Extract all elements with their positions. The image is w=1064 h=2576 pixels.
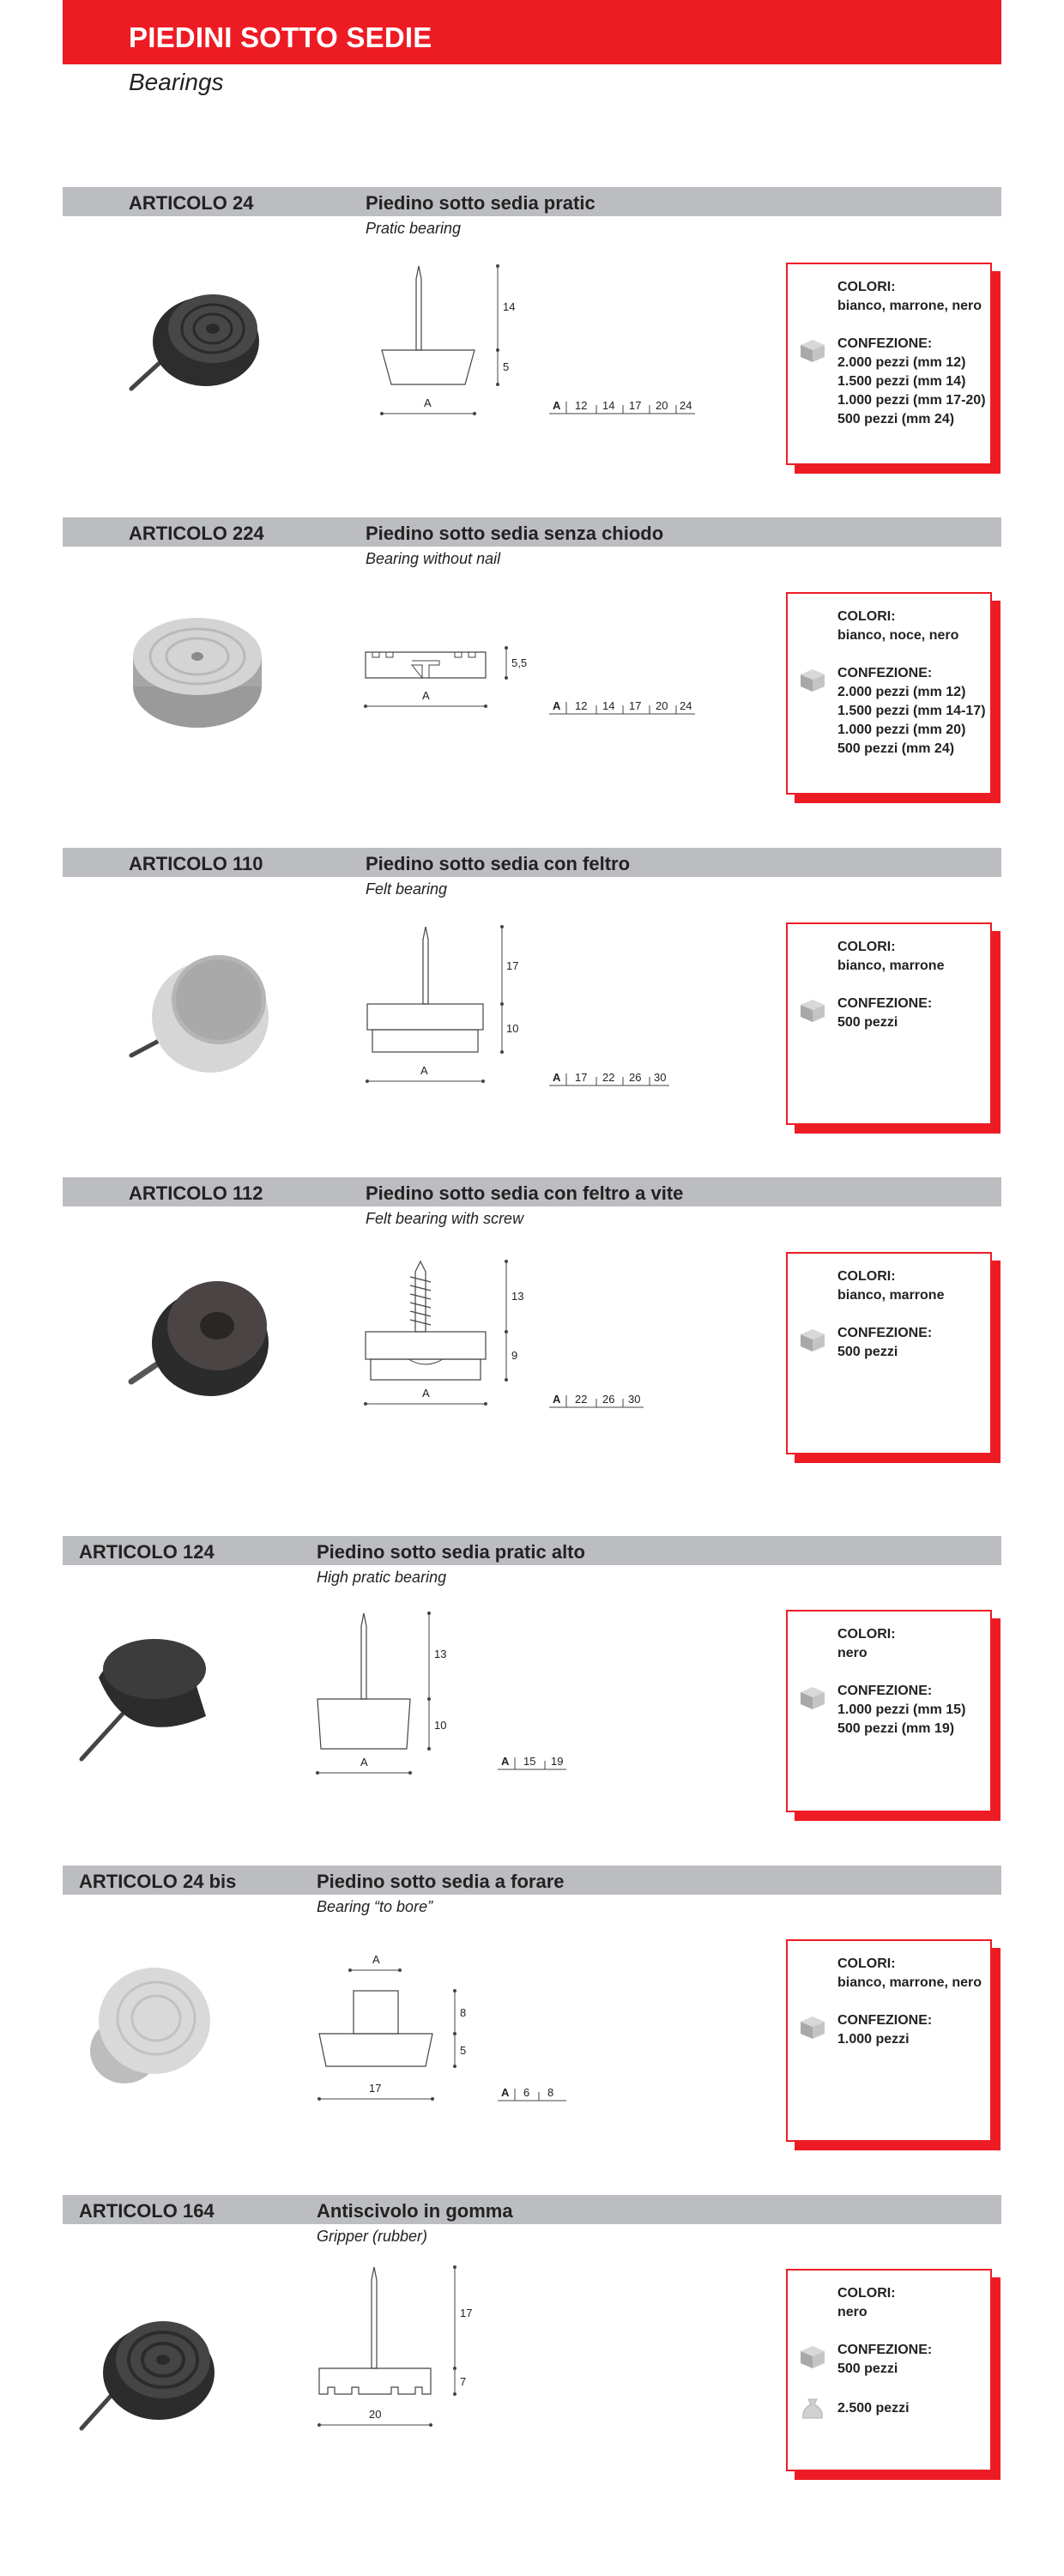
dimension-a-label: A bbox=[422, 689, 430, 702]
size-scale-label: A bbox=[553, 699, 561, 712]
article-name: Piedino sotto sedia con feltro bbox=[366, 853, 631, 874]
info-card-224 bbox=[786, 592, 992, 795]
packaging-line: 500 pezzi bbox=[837, 2361, 898, 2376]
size-value: 14 bbox=[602, 699, 615, 712]
dimension-width: 17 bbox=[369, 2082, 382, 2095]
size-value: 22 bbox=[602, 1071, 615, 1084]
article-name: Piedino sotto sedia pratic bbox=[366, 192, 595, 214]
size-value: 14 bbox=[602, 399, 615, 412]
packaging-line: 2.000 pezzi (mm 12) bbox=[837, 355, 966, 370]
colors-label: COLORI: bbox=[837, 940, 896, 954]
info-card-164 bbox=[786, 2269, 992, 2471]
product-photo-24 bbox=[124, 270, 266, 403]
article-name: Piedino sotto sedia senza chiodo bbox=[366, 523, 664, 544]
size-value: 26 bbox=[602, 1393, 615, 1406]
article-name: Piedino sotto sedia a forare bbox=[317, 1871, 565, 1892]
packaging-line: 1.000 pezzi (mm 17-20) bbox=[837, 393, 986, 408]
box-icon bbox=[798, 1327, 827, 1353]
size-value: 24 bbox=[680, 699, 692, 712]
article-code: ARTICOLO 224 bbox=[129, 523, 264, 544]
size-scale-label: A bbox=[501, 2086, 510, 2099]
page-subtitle: Bearings bbox=[129, 69, 224, 95]
dimension-base: 10 bbox=[506, 1022, 519, 1035]
article-code: ARTICOLO 24 bis bbox=[79, 1871, 237, 1892]
size-scale-124 bbox=[498, 1752, 583, 1773]
size-value: 20 bbox=[656, 699, 668, 712]
article-english-name: Pratic bearing bbox=[366, 220, 462, 237]
article-english-name: Bearing “to bore” bbox=[317, 1898, 433, 1915]
dimension-base: 7 bbox=[460, 2375, 467, 2388]
colors-value: nero bbox=[837, 1646, 868, 1660]
packaging-label: CONFEZIONE: bbox=[837, 1684, 933, 1698]
size-scale-label: A bbox=[553, 1393, 561, 1406]
packaging-line: 1.000 pezzi (mm 15) bbox=[837, 1702, 966, 1717]
article-bar-110 bbox=[63, 848, 1001, 877]
packaging-line: 2.000 pezzi (mm 12) bbox=[837, 685, 966, 699]
packaging-label: CONFEZIONE: bbox=[837, 1326, 933, 1340]
packaging-label: CONFEZIONE: bbox=[837, 336, 933, 351]
box-icon bbox=[798, 668, 827, 693]
packaging-line: 500 pezzi bbox=[837, 1345, 898, 1359]
article-bar-124 bbox=[63, 1536, 1001, 1565]
size-scale-24 bbox=[549, 396, 712, 417]
colors-value: bianco, marrone bbox=[837, 958, 945, 973]
colors-value: bianco, noce, nero bbox=[837, 628, 959, 643]
size-value: 17 bbox=[629, 699, 642, 712]
dimension-base: 5 bbox=[503, 360, 510, 373]
colors-label: COLORI: bbox=[837, 2286, 896, 2301]
dimension-height: 13 bbox=[434, 1648, 447, 1660]
size-value: 17 bbox=[629, 399, 642, 412]
product-photo-224 bbox=[124, 605, 270, 734]
packaging-line: 1.000 pezzi bbox=[837, 2032, 910, 2047]
article-code: ARTICOLO 110 bbox=[129, 853, 263, 874]
packaging-line: 1.000 pezzi (mm 20) bbox=[837, 723, 966, 737]
box-icon bbox=[798, 998, 827, 1024]
size-value: 15 bbox=[523, 1755, 536, 1768]
packaging-line: 500 pezzi (mm 24) bbox=[837, 741, 955, 756]
packaging-label: CONFEZIONE: bbox=[837, 2343, 933, 2357]
dimension-base: 9 bbox=[511, 1349, 518, 1362]
article-english-name: Bearing without nail bbox=[366, 550, 501, 567]
packaging-line: 1.500 pezzi (mm 14-17) bbox=[837, 704, 986, 718]
colors-value: nero bbox=[837, 2305, 868, 2319]
article-bar-24bis bbox=[63, 1865, 1001, 1895]
size-scale-112 bbox=[549, 1390, 661, 1411]
size-scale-24bis bbox=[498, 2083, 583, 2104]
dimension-width: 20 bbox=[369, 2408, 382, 2421]
product-photo-110 bbox=[124, 935, 275, 1085]
technical-drawing-110 bbox=[360, 918, 558, 1090]
box-icon bbox=[798, 1685, 827, 1711]
product-photo-124 bbox=[77, 1630, 223, 1768]
size-value: 22 bbox=[575, 1393, 588, 1406]
article-english-name: Felt bearing bbox=[366, 880, 448, 898]
dimension-height: 17 bbox=[506, 959, 519, 972]
packaging-line: 1.500 pezzi (mm 14) bbox=[837, 374, 966, 389]
article-bar-112 bbox=[63, 1177, 1001, 1206]
size-value: 20 bbox=[656, 399, 668, 412]
dimension-base: 5 bbox=[460, 2044, 467, 2057]
article-bar-164 bbox=[63, 2195, 1001, 2224]
technical-drawing-24bis bbox=[309, 1948, 506, 2111]
article-name: Piedino sotto sedia pratic alto bbox=[317, 1541, 585, 1563]
product-photo-24bis bbox=[77, 1956, 215, 2089]
size-scale-label: A bbox=[553, 399, 561, 412]
bag-icon bbox=[798, 2396, 827, 2422]
colors-value: bianco, marrone, nero bbox=[837, 1975, 982, 1990]
colors-value: bianco, marrone bbox=[837, 1288, 945, 1303]
colors-value: bianco, marrone, nero bbox=[837, 299, 982, 313]
box-icon bbox=[798, 2015, 827, 2041]
colors-label: COLORI: bbox=[837, 1627, 896, 1642]
info-card-24bis bbox=[786, 1939, 992, 2142]
article-code: ARTICOLO 112 bbox=[129, 1182, 263, 1204]
info-card-124 bbox=[786, 1610, 992, 1812]
packaging-line: 500 pezzi bbox=[837, 1015, 898, 1030]
technical-drawing-164 bbox=[309, 2257, 506, 2437]
size-value: 6 bbox=[523, 2086, 530, 2099]
size-value: 26 bbox=[629, 1071, 642, 1084]
article-name: Antiscivolo in gomma bbox=[317, 2200, 513, 2222]
packaging-label: CONFEZIONE: bbox=[837, 996, 933, 1011]
dimension-height: 8 bbox=[460, 2006, 467, 2019]
size-value: 19 bbox=[551, 1755, 564, 1768]
dimension-a-label: A bbox=[424, 396, 432, 409]
packaging-line: 500 pezzi (mm 19) bbox=[837, 1721, 955, 1736]
packaging-line: 2.500 pezzi bbox=[837, 2401, 910, 2416]
colors-label: COLORI: bbox=[837, 1956, 896, 1971]
technical-drawing-112 bbox=[360, 1253, 558, 1416]
info-card-112 bbox=[786, 1252, 992, 1454]
size-value: 30 bbox=[628, 1393, 641, 1406]
page-header bbox=[63, 0, 1001, 64]
packaging-line: 500 pezzi (mm 24) bbox=[837, 412, 955, 426]
packaging-label: CONFEZIONE: bbox=[837, 666, 933, 680]
box-icon bbox=[798, 338, 827, 364]
dimension-height: 14 bbox=[503, 300, 516, 313]
size-value: 24 bbox=[680, 399, 692, 412]
colors-label: COLORI: bbox=[837, 280, 896, 294]
dimension-a-label: A bbox=[360, 1756, 368, 1769]
size-value: 17 bbox=[575, 1071, 588, 1084]
dimension-a-label: A bbox=[372, 1953, 380, 1966]
size-scale-label: A bbox=[553, 1071, 561, 1084]
article-english-name: Felt bearing with screw bbox=[366, 1210, 524, 1227]
info-card-24 bbox=[786, 263, 992, 465]
page-title: PIEDINI SOTTO SEDIE bbox=[129, 21, 432, 53]
dimension-a-label: A bbox=[422, 1387, 430, 1400]
dimension-height: 13 bbox=[511, 1290, 524, 1303]
info-card-110 bbox=[786, 922, 992, 1125]
colors-label: COLORI: bbox=[837, 1269, 896, 1284]
technical-drawing-124 bbox=[309, 1605, 506, 1776]
size-value: 8 bbox=[547, 2086, 554, 2099]
article-english-name: Gripper (rubber) bbox=[317, 2228, 428, 2245]
packaging-label: CONFEZIONE: bbox=[837, 2013, 933, 2028]
article-bar-24 bbox=[63, 187, 1001, 216]
dimension-height: 5,5 bbox=[511, 656, 528, 669]
size-value: 30 bbox=[654, 1071, 667, 1084]
product-photo-164 bbox=[77, 2300, 223, 2437]
size-value: 12 bbox=[575, 699, 588, 712]
article-english-name: High pratic bearing bbox=[317, 1569, 447, 1586]
size-scale-label: A bbox=[501, 1755, 510, 1768]
article-code: ARTICOLO 164 bbox=[79, 2200, 215, 2222]
dimension-a-label: A bbox=[420, 1064, 428, 1077]
product-photo-112 bbox=[124, 1261, 275, 1407]
dimension-height: 17 bbox=[460, 2307, 473, 2319]
box-icon bbox=[798, 2344, 827, 2370]
size-scale-110 bbox=[549, 1068, 686, 1089]
article-bar-224 bbox=[63, 517, 1001, 547]
dimension-base: 10 bbox=[434, 1719, 447, 1732]
technical-drawing-224 bbox=[360, 639, 549, 717]
size-value: 12 bbox=[575, 399, 588, 412]
size-scale-224 bbox=[549, 697, 712, 717]
colors-label: COLORI: bbox=[837, 609, 896, 624]
article-name: Piedino sotto sedia con feltro a vite bbox=[366, 1182, 684, 1204]
article-code: ARTICOLO 124 bbox=[79, 1541, 215, 1563]
article-code: ARTICOLO 24 bbox=[129, 192, 254, 214]
